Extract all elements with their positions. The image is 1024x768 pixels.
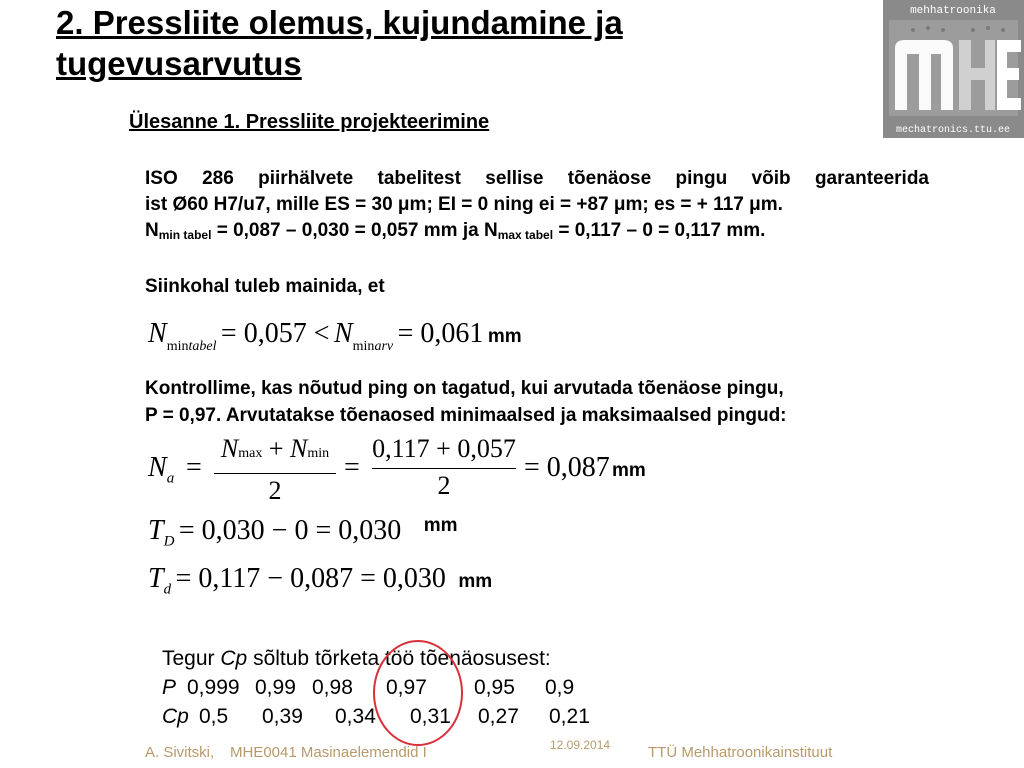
- p-value: 0,95: [474, 676, 515, 699]
- p-value: 0,999: [187, 676, 240, 699]
- p-value: 0,98: [312, 676, 353, 699]
- highlight-circle: [370, 637, 466, 749]
- na-symbol: N: [148, 452, 167, 483]
- title-line-1: 2. Pressliite olemus, kujundamine ja: [56, 4, 623, 41]
- slide-title: [56, 2, 623, 84]
- eq3-expression: = 0,030 − 0 = 0,030: [178, 515, 402, 546]
- eq4-unit: mm: [458, 571, 493, 592]
- n-symbol: N: [145, 220, 159, 241]
- para2-line-1: Kontrollime, kas nõutud ping on tagatud, kui arvutada tõenäose pingu,: [145, 378, 784, 399]
- tolerance-paragraph: [145, 166, 929, 244]
- cp-value: 0,34: [335, 705, 376, 728]
- eq4-expression: = 0,117 − 0,087 = 0,030: [175, 563, 446, 594]
- cp-value: 0,5: [199, 705, 229, 728]
- equation-td-shaft: $T_d = 0,117 - 0,087 = 0,030$ mm: [148, 563, 493, 598]
- para2-line-2: P = 0,97. Arvutatakse tõenaosed minimaalsed ja maksimaalsed pingud:: [145, 405, 787, 426]
- mechatronics-logo: [883, 0, 1024, 138]
- cp-value: 0,31: [410, 705, 451, 728]
- p-value: 0,9: [545, 676, 575, 699]
- footer-course: MHE0041 Masinaelemendid I: [230, 744, 427, 761]
- footer-date: 12.09.2014: [550, 738, 611, 752]
- note-line-1: Tegur Cp sõltub tõrketa töö tõenäosusest:: [162, 647, 551, 670]
- cp-value: 0,27: [478, 705, 519, 728]
- para1-line-2: ist Ø60 H7/u7, mille ES = 30 μm; EI = 0 ning ei = +87 μm; es = + 117 μm.: [145, 194, 783, 215]
- equation-min-compare: Nmintabel = 0,057 < Nminarv = 0,061 mm: [148, 318, 522, 354]
- para1-line-1: ISO 286 piirhälvete tabelitest sellise tõenäose pingu võib garanteerida: [145, 168, 929, 189]
- cp-note: [162, 644, 590, 731]
- p-value: 0,97: [386, 676, 427, 699]
- equation-average-interference: $N_a$ = Nmax + Nmin 2 = 0,117 + 0,057 2 = 0,087 mm: [148, 432, 668, 510]
- eq1-unit: mm: [487, 326, 522, 347]
- control-paragraph: [145, 375, 935, 429]
- cp-row: Cp 0,5 0,39 0,34 0,31 0,27 0,21: [162, 702, 551, 731]
- task-subtitle: Ülesanne 1. Pressliite projekteerimine: [129, 111, 490, 133]
- n-sub-min-tabel: min tabel: [158, 228, 212, 242]
- logo-graphic: [883, 0, 1024, 138]
- para1-line-3: [145, 218, 929, 244]
- p-value: 0,99: [255, 676, 296, 699]
- footer-author: A. Sivitski,: [145, 744, 215, 761]
- n-max-value: = 0,117 – 0 = 0,117 mm.: [553, 220, 766, 241]
- footer-institute: TTÜ Mehhatroonikainstituut: [648, 744, 833, 761]
- eq1-lhs-value: = 0,057 <: [220, 318, 330, 349]
- equation-td-hole: $T_D = 0,030 - 0 = 0,030$ mm: [148, 515, 458, 550]
- eq2-result: = 0,087: [524, 452, 610, 483]
- title-line-2: tugevusarvutus: [56, 45, 302, 82]
- n-min-value: = 0,087 – 0,030 = 0,057 mm ja N: [211, 220, 498, 241]
- n-sub-max-tabel: max tabel: [497, 228, 554, 242]
- mention-text: Siinkohal tuleb mainida, et: [145, 276, 385, 297]
- eq1-rhs-value: = 0,061: [397, 318, 484, 349]
- logo-top-text: mehhatroonika: [910, 5, 996, 17]
- eq3-unit: mm: [423, 515, 458, 536]
- fraction-symbolic: Nmax + Nmin 2: [210, 432, 340, 508]
- cp-value: 0,21: [549, 705, 590, 728]
- fraction-numeric: 0,117 + 0,057 2: [372, 434, 516, 500]
- logo-bottom-text: mechatronics.ttu.ee: [895, 125, 1011, 136]
- eq2-unit: mm: [612, 460, 646, 481]
- p-row: P 0,999 0,99 0,98 0,97 0,95 0,9: [162, 673, 551, 702]
- cp-value: 0,39: [262, 705, 303, 728]
